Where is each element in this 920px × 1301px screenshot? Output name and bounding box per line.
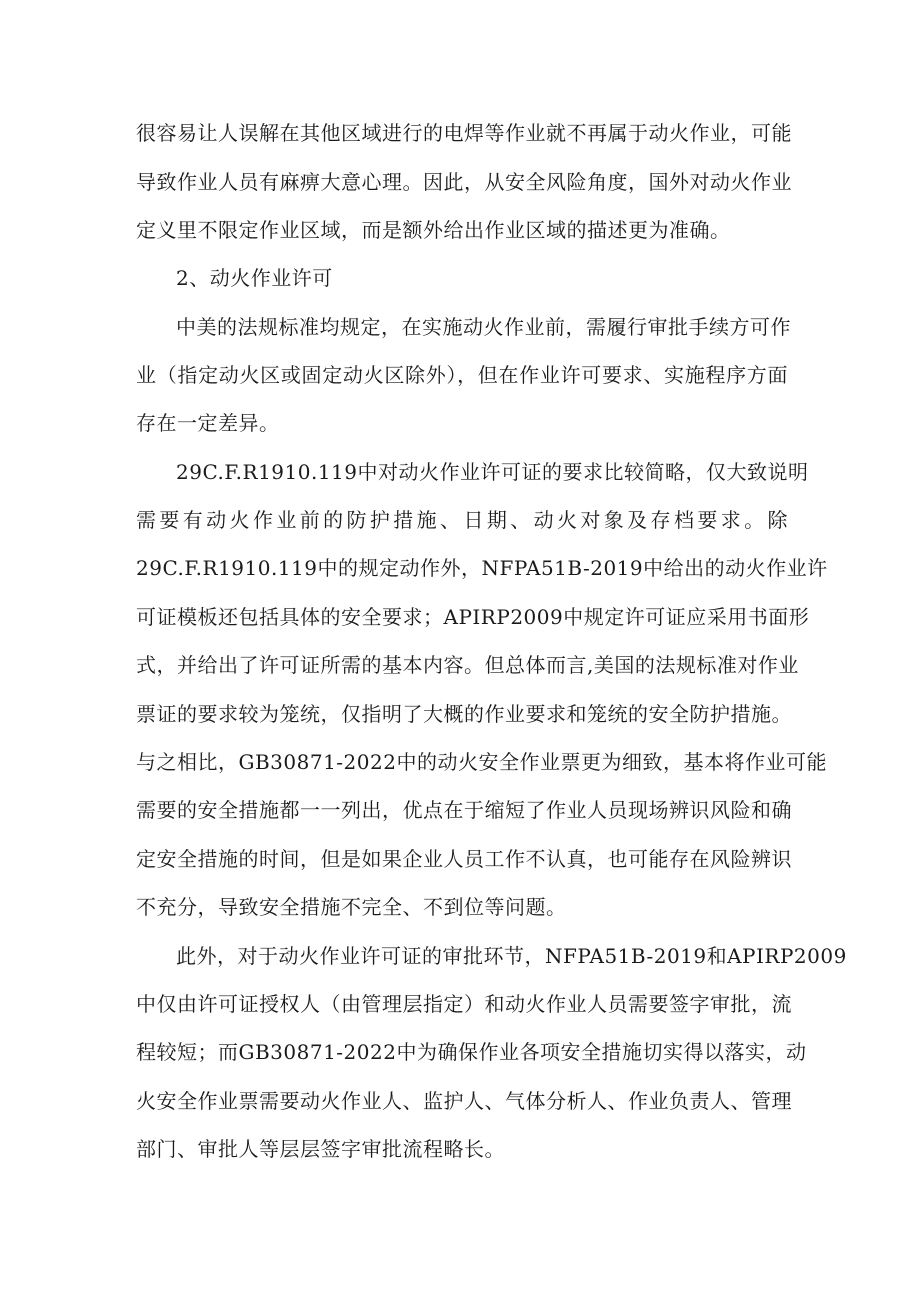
text-line: 需要有动火作业前的防护措施、日期、动火对象及存档要求。除	[136, 508, 788, 532]
text-line: 票证的要求较为笼统，仅指明了大概的作业要求和笼统的安全防护措施。	[136, 702, 792, 726]
text-line: 此外，对于动火作业许可证的审批环节，NFPA51B-2019和APIRP2009	[176, 944, 847, 968]
text-line: 需要的安全措施都一一列出，优点在于缩短了作业人员现场辨识风险和确	[136, 798, 792, 822]
text-line: 导致作业人员有麻痹大意心理。因此，从安全风险角度，国外对动火作业	[136, 170, 792, 194]
text-line: 定义里不限定作业区域，而是额外给出作业区域的描述更为准确。	[136, 218, 731, 242]
text-line: 定安全措施的时间，但是如果企业人员工作不认真，也可能存在风险辨识	[136, 847, 792, 871]
text-line: 火安全作业票需要动火作业人、监护人、气体分析人、作业负责人、管理	[136, 1089, 792, 1113]
text-line: 与之相比，GB30871-2022中的动火安全作业票更为细致，基本将作业可能	[136, 750, 827, 774]
text-line: 存在一定差异。	[136, 411, 280, 435]
text-line: 不充分，导致安全措施不完全、不到位等问题。	[136, 895, 567, 919]
text-line: 中美的法规标准均规定，在实施动火作业前，需履行审批手续方可作	[176, 315, 791, 339]
text-line: 29C.F.R1910.119中对动火作业许可证的要求比较简略，仅大致说明	[176, 460, 809, 484]
text-line: 中仅由许可证授权人（由管理层指定）和动火作业人员需要签字审批，流	[136, 992, 792, 1016]
text-line: 式，并给出了许可证所需的基本内容。但总体而言,美国的法规标准对作业	[136, 653, 799, 677]
text-line: 29C.F.R1910.119中的规定动作外，NFPA51B-2019中给出的动火作业许	[136, 556, 828, 580]
text-line: 可证模板还包括具体的安全要求；APIRP2009中规定许可证应采用书面形	[136, 605, 810, 629]
text-line: 部门、审批人等层层签字审批流程略长。	[136, 1137, 505, 1161]
text-line: 业（指定动火区或固定动火区除外），但在作业许可要求、实施程序方面	[136, 363, 788, 387]
section-heading: 2、动火作业许可	[176, 266, 333, 290]
text-line: 很容易让人误解在其他区域进行的电焊等作业就不再属于动火作业，可能	[136, 121, 792, 145]
text-line: 程较短；而GB30871-2022中为确保作业各项安全措施切实得以落实，动	[136, 1040, 807, 1064]
